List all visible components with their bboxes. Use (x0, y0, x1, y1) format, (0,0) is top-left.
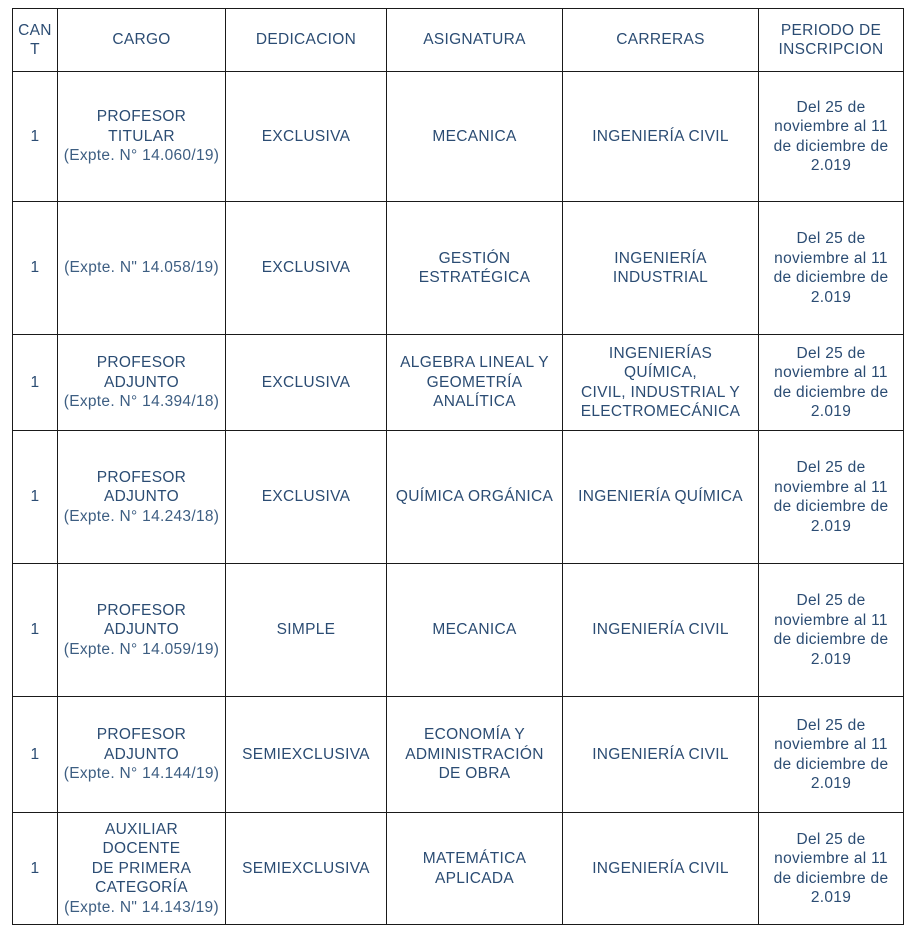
cell-dedicacion: EXCLUSIVA (226, 202, 387, 335)
header-carreras: CARRERAS (563, 9, 759, 72)
asignatura-line: ADMINISTRACIÓN (405, 745, 544, 763)
table-row (13, 335, 904, 431)
cargo-line: PROFESOR (96, 354, 187, 372)
table-row (13, 431, 904, 564)
periodo-line: Del 25 de (796, 830, 866, 848)
asignatura-line: QUÍMICA ORGÁNICA (395, 488, 554, 506)
cargo-line: ADJUNTO (103, 373, 179, 391)
periodo-line: 2.019 (810, 288, 852, 306)
table-row (13, 564, 904, 697)
cell-cant: 1 (13, 813, 58, 925)
cell-cant: 1 (13, 564, 58, 697)
cell-periodo (759, 202, 904, 335)
cell-cargo (58, 564, 226, 697)
asignatura-line: ECONOMÍA Y (424, 726, 525, 744)
asignatura-line: ANALÍTICA (433, 393, 516, 411)
cargo-line: TITULAR (108, 127, 175, 145)
cargo-line: PROFESOR (96, 108, 187, 126)
periodo-line: noviembre al 11 (774, 478, 888, 496)
periodo-line: noviembre al 11 (774, 850, 888, 867)
cell-asignatura (387, 335, 563, 431)
asignatura-line: MATEMÁTICA (422, 850, 527, 867)
cell-cant: 1 (13, 202, 58, 335)
cell-carreras (563, 335, 759, 431)
cell-cargo (58, 431, 226, 564)
cargo-line: ADJUNTO (103, 621, 179, 639)
header-cargo: CARGO (58, 9, 226, 72)
cell-carreras (563, 431, 759, 564)
cell-asignatura (387, 564, 563, 697)
cell-carreras (563, 564, 759, 697)
expte-number: (Expte. N° 14.144/19) (63, 765, 220, 783)
periodo-line: noviembre al 11 (774, 118, 888, 135)
table-body (13, 72, 904, 925)
periodo-line: de diciembre de (773, 498, 889, 515)
periodo-line: de diciembre de (773, 869, 889, 887)
expte-number: (Expte. N° 14.394/18) (63, 393, 220, 411)
periodo-line: 2.019 (810, 157, 852, 174)
cell-dedicacion: EXCLUSIVA (226, 431, 387, 564)
periodo-line: Del 25 de (796, 592, 866, 609)
cell-carreras (563, 72, 759, 202)
periodo-line: Del 25 de (796, 716, 866, 734)
cargo-line: CATEGORÍA (95, 879, 188, 897)
carreras-line: ELECTROMECÁNICA (580, 403, 741, 420)
periodo-line: de diciembre de (773, 755, 889, 773)
cargo-line: PROFESOR (96, 726, 187, 744)
cell-carreras (563, 202, 759, 335)
cell-carreras (563, 813, 759, 925)
cell-cargo (58, 697, 226, 813)
periodo-line: de diciembre de (773, 383, 889, 401)
periodo-line: Del 25 de (796, 344, 866, 362)
expte-number: (Expte. N° 14.060/19) (63, 147, 220, 165)
carreras-line: INGENIERÍA CIVIL (592, 127, 729, 145)
periodo-line: Del 25 de (796, 98, 866, 116)
carreras-line: INGENIERÍA CIVIL (592, 745, 729, 763)
periodo-line: de diciembre de (773, 269, 889, 286)
header-cant-line: T (30, 41, 40, 58)
carreras-line: INGENIERÍA CIVIL (592, 621, 729, 639)
asignatura-line: ALGEBRA LINEAL Y (400, 354, 549, 372)
periodo-line: de diciembre de (773, 137, 889, 155)
asignatura-line: MECANICA (432, 621, 517, 639)
cell-carreras (563, 697, 759, 813)
cell-asignatura (387, 431, 563, 564)
periodo-line: Del 25 de (796, 459, 866, 476)
periodo-line: 2.019 (810, 650, 852, 668)
periodo-line: 2.019 (810, 889, 852, 906)
periodo-line: Del 25 de (796, 230, 866, 247)
cargo-line: ADJUNTO (103, 488, 179, 506)
cell-periodo (759, 431, 904, 564)
periodo-line: noviembre al 11 (774, 736, 888, 753)
cell-periodo (759, 564, 904, 697)
carreras-line: CIVIL, INDUSTRIAL Y (580, 383, 741, 401)
periodo-line: noviembre al 11 (774, 364, 888, 381)
asignatura-line: MECANICA (432, 127, 517, 145)
expte-number: (Expte. N° 14.059/19) (63, 640, 220, 658)
expte-number: (Expte. N° 14.243/18) (63, 507, 220, 525)
carreras-line: INGENIERÍA CIVIL (592, 859, 729, 877)
periodo-line: noviembre al 11 (774, 611, 888, 629)
carreras-line: INDUSTRIAL (612, 269, 709, 286)
carreras-line: QUÍMICA, (623, 364, 697, 381)
periodo-line: 2.019 (810, 403, 852, 420)
header-periodo-line: PERIODO DE (780, 21, 882, 39)
carreras-line: INGENIERÍAS (608, 344, 713, 362)
cell-dedicacion: EXCLUSIVA (226, 72, 387, 202)
cell-cant: 1 (13, 431, 58, 564)
header-cant-line: CAN (18, 21, 52, 39)
table-row (13, 72, 904, 202)
cell-dedicacion: SIMPLE (226, 564, 387, 697)
cell-periodo (759, 813, 904, 925)
cargo-line: AUXILIAR (104, 820, 179, 838)
cell-asignatura (387, 813, 563, 925)
carreras-line: INGENIERÍA QUÍMICA (578, 488, 743, 506)
positions-table (12, 8, 904, 925)
cargo-line: DOCENTE (102, 840, 181, 858)
cell-periodo (759, 697, 904, 813)
cell-cant: 1 (13, 697, 58, 813)
table-row (13, 697, 904, 813)
asignatura-line: ESTRATÉGICA (418, 269, 531, 286)
expte-number: (Expte. N" 14.058/19) (64, 259, 219, 277)
cell-periodo (759, 72, 904, 202)
table-row (13, 813, 904, 925)
periodo-line: de diciembre de (773, 631, 889, 648)
header-periodo (759, 9, 904, 72)
asignatura-line: DE OBRA (438, 765, 511, 783)
cell-cargo (58, 813, 226, 925)
cell-asignatura (387, 72, 563, 202)
header-row (13, 9, 904, 72)
table-row (13, 202, 904, 335)
cell-dedicacion: EXCLUSIVA (226, 335, 387, 431)
periodo-line: 2.019 (810, 517, 852, 535)
header-periodo-line: INSCRIPCION (778, 41, 884, 58)
header-asignatura: ASIGNATURA (387, 9, 563, 72)
expte-number: (Expte. N" 14.143/19) (64, 898, 219, 916)
header-cant (13, 9, 58, 72)
cell-asignatura (387, 697, 563, 813)
cell-dedicacion: SEMIEXCLUSIVA (226, 813, 387, 925)
cell-asignatura (387, 202, 563, 335)
header-dedicacion: DEDICACION (226, 9, 387, 72)
cell-cargo (58, 202, 226, 335)
asignatura-line: GESTIÓN (438, 249, 511, 267)
cargo-line: PROFESOR (96, 601, 187, 619)
cell-cant: 1 (13, 335, 58, 431)
periodo-line: 2.019 (810, 775, 852, 792)
cell-cargo (58, 335, 226, 431)
periodo-line: noviembre al 11 (774, 249, 888, 267)
asignatura-line: APLICADA (434, 869, 515, 887)
cell-cargo (58, 72, 226, 202)
cargo-line: ADJUNTO (103, 745, 179, 763)
cell-cant: 1 (13, 72, 58, 202)
cell-dedicacion: SEMIEXCLUSIVA (226, 697, 387, 813)
cargo-line: PROFESOR (96, 468, 187, 486)
carreras-line: INGENIERÍA (614, 249, 707, 267)
cell-periodo (759, 335, 904, 431)
asignatura-line: GEOMETRÍA (426, 373, 523, 391)
cargo-line: DE PRIMERA (91, 859, 192, 877)
